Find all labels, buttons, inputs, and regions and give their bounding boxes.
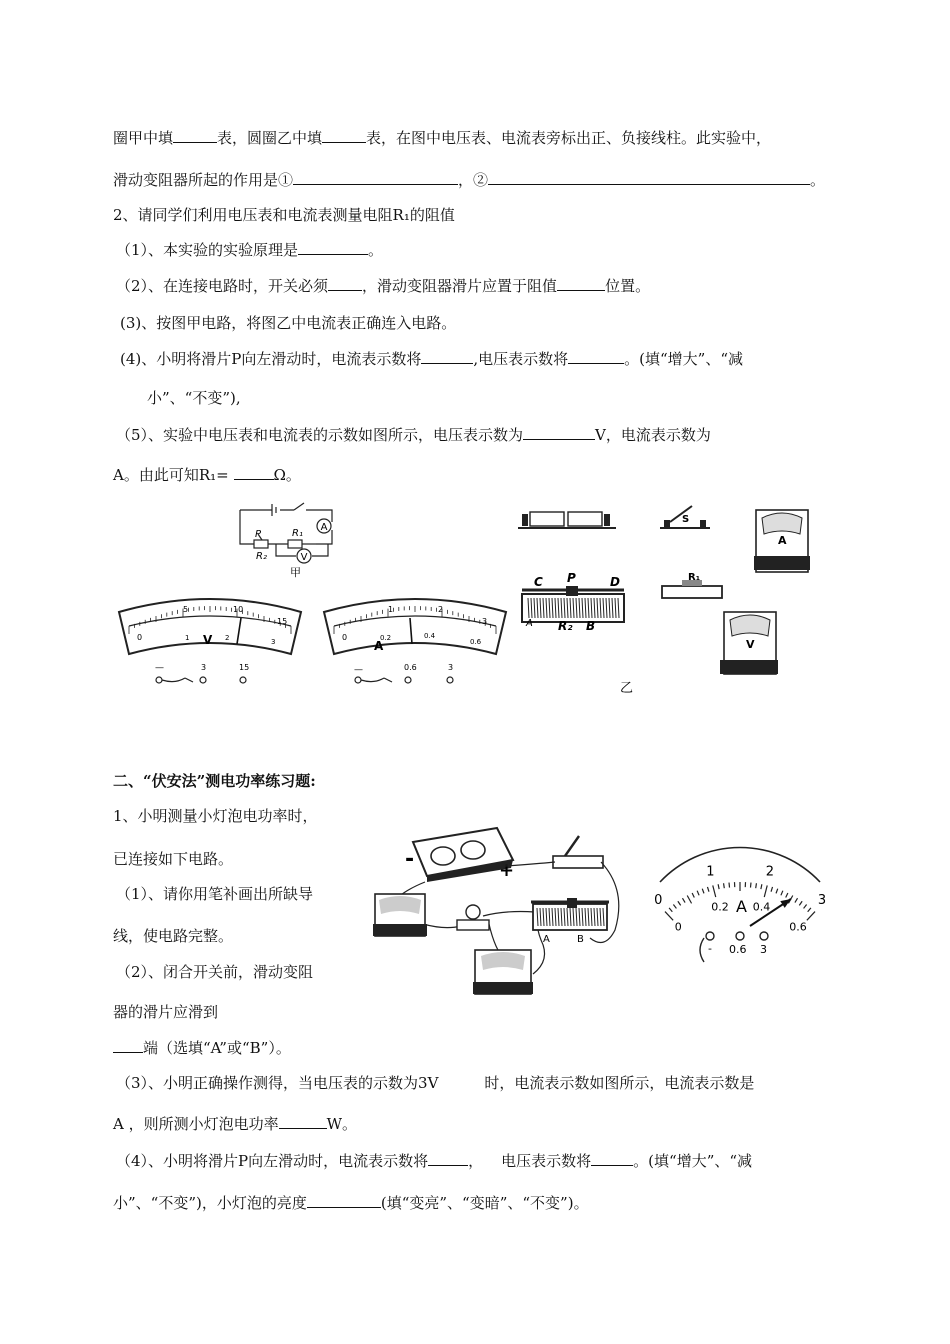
- blank-role-2[interactable]: [488, 170, 810, 185]
- s2-q1-2-c: 端（选填“A”或“B”）。: [113, 1038, 291, 1058]
- switch: [660, 506, 710, 528]
- q2-4: (4)、小明将滑片P向左滑动时，电流表示数将 ,电压表示数将 。(填“增大”、“减: [120, 350, 743, 368]
- ammeter-component-label: A: [778, 534, 787, 547]
- blank-power[interactable]: [279, 1114, 327, 1129]
- rheostat-r2-label: R₂: [558, 619, 573, 633]
- blank-circle-b[interactable]: [322, 128, 366, 143]
- svg-text:0.6: 0.6: [729, 943, 747, 956]
- ammeter-component: [754, 510, 810, 572]
- battery-minus: -: [405, 847, 415, 872]
- svg-text:3: 3: [271, 638, 276, 646]
- voltmeter-face: [115, 592, 305, 692]
- battery-box: [413, 828, 513, 882]
- svg-text:3: 3: [482, 617, 488, 626]
- ammeter-big-tick-lower: 0.6: [789, 920, 807, 934]
- s2-q1-1-a: （1）、请你用笔补画出所缺导: [116, 885, 314, 903]
- blank-role-1[interactable]: [293, 170, 458, 185]
- ammeter-big-tick-lower: 0.4: [752, 900, 771, 914]
- s2-q1-4-a: （4）、小明将滑片P向左滑动时，电流表示数将 ， 电压表示数将 。(填“增大”、“减: [116, 1152, 753, 1170]
- rheostat-d-label: D: [610, 575, 620, 589]
- q1-line1: 圈甲中填 表，圆圈乙中填 表，在图中电压表、电流表旁标出正、负接线柱。此实验中，: [113, 129, 772, 147]
- section2-title: 二、“伏安法”测电功率练习题:: [113, 772, 316, 790]
- svg-text:1: 1: [185, 634, 190, 642]
- circuit-diagram-jia: [232, 500, 352, 580]
- ammeter-big-unit: A: [736, 897, 747, 916]
- s2-q1-2-b: 器的滑片应滑到: [113, 1003, 219, 1021]
- rheostat-a-label: A: [526, 618, 533, 629]
- svg-text:0: 0: [342, 633, 348, 642]
- rheostat2-a-label: A: [543, 934, 550, 945]
- meter-box-left: [373, 894, 427, 936]
- ammeter-big-tick-upper: 2: [765, 864, 774, 880]
- lamp: [457, 905, 489, 930]
- blank-slider-end[interactable]: [113, 1038, 143, 1053]
- q2-2: （2）、在连接电路时，开关必须 ，滑动变阻器滑片应置于阻值 位置。: [116, 277, 651, 295]
- ammeter-face: [320, 592, 510, 692]
- voltmeter-component: [720, 612, 778, 674]
- voltmeter-unit: V: [203, 633, 213, 647]
- circuit-voltmeter-label: V: [300, 552, 308, 563]
- blank-brightness[interactable]: [307, 1193, 381, 1208]
- q2-5-cont: A。由此可知R₁= Ω。: [113, 466, 301, 484]
- meter-box-bottom: [473, 950, 533, 994]
- blank-slider-position[interactable]: [557, 276, 605, 291]
- svg-text:0: 0: [137, 633, 143, 642]
- lamp-circuit-picture: [365, 820, 640, 1000]
- svg-text:2: 2: [438, 605, 444, 614]
- ammeter-reading-figure: [640, 822, 840, 972]
- ammeter-big-tick-lower: 0: [674, 920, 682, 934]
- rheostat-component: [522, 571, 624, 633]
- s2-q1-3-a: （3）、小明正确操作测得，当电压表的示数为3V 时，电流表示数如图所示，电流表示数是: [116, 1074, 755, 1092]
- svg-text:0.4: 0.4: [424, 632, 436, 640]
- circuit-r1-label: R₁: [292, 528, 303, 539]
- q2-5: （5）、实验中电压表和电流表的示数如图所示，电压表示数为 V，电流表示数为: [116, 426, 711, 444]
- blank-voltage-reading[interactable]: [523, 425, 595, 440]
- resistor-r1-label: R₁: [688, 572, 701, 583]
- blank-resistance[interactable]: [234, 465, 274, 480]
- ammeter-big-tick-lower: 0.2: [711, 900, 729, 914]
- svg-text:10: 10: [233, 605, 244, 614]
- circuit-p-label: P: [255, 529, 262, 540]
- q1-line2: 滑动变阻器所起的作用是① ，② 。: [113, 171, 826, 189]
- components-yi: [512, 500, 842, 700]
- battery-pack: [518, 512, 616, 528]
- ammeter-big-tick-upper: 0: [654, 893, 663, 909]
- yi-label: 乙: [620, 681, 634, 696]
- svg-text:3: 3: [201, 663, 207, 672]
- svg-text:5: 5: [183, 605, 189, 614]
- svg-text:1: 1: [388, 605, 394, 614]
- voltmeter-component-label: V: [746, 638, 755, 651]
- ammeter-unit: A: [374, 639, 384, 653]
- switch-2: [553, 836, 603, 868]
- svg-text:0.2: 0.2: [380, 634, 392, 642]
- circuit-r2-label: R₂: [256, 551, 267, 562]
- ammeter-big-tick-upper: 1: [706, 864, 715, 880]
- battery-plus: +: [499, 860, 515, 881]
- q2-4-cont: 小”、“不变”),: [147, 389, 241, 407]
- svg-text:-: -: [708, 942, 712, 955]
- rheostat2-b-label: B: [577, 934, 584, 945]
- s2-q1-1-b: 线，使电路完整。: [113, 927, 234, 945]
- svg-text:—: —: [354, 665, 363, 675]
- circuit-ammeter-label: A: [320, 522, 328, 533]
- ammeter-big-tick-upper: 3: [817, 893, 827, 909]
- circuit-jia-label: 甲: [290, 566, 301, 579]
- rheostat-b-label: B: [586, 619, 596, 633]
- svg-text:0.6: 0.6: [470, 638, 482, 646]
- svg-text:3: 3: [448, 663, 454, 672]
- q2-3: (3)、按图甲电路，将图乙中电流表正确连入电路。: [120, 314, 457, 332]
- svg-text:15: 15: [277, 617, 288, 626]
- blank-principle[interactable]: [298, 240, 368, 255]
- svg-text:15: 15: [239, 663, 250, 672]
- switch-label: S: [682, 514, 690, 525]
- rheostat-c-label: C: [534, 575, 543, 589]
- rheostat-p-label: P: [567, 571, 576, 585]
- svg-text:2: 2: [225, 634, 230, 642]
- s2-q1-b: 已连接如下电路。: [113, 850, 234, 868]
- s2-q1-2-a: （2）、闭合开关前，滑动变阻: [116, 963, 314, 981]
- blank-s2-voltage-change[interactable]: [591, 1151, 633, 1166]
- rheostat-2: [531, 898, 609, 945]
- q2-title: 2、请同学们利用电压表和电流表测量电阻R₁的阻值: [113, 206, 455, 224]
- svg-text:—: —: [155, 663, 164, 673]
- resistor-r1: [662, 572, 722, 598]
- blank-voltage-change[interactable]: [568, 349, 624, 364]
- s2-q1-3-b: A ，则所测小灯泡电功率 W。: [113, 1115, 358, 1133]
- s2-q1-4-b: 小”、“不变”)，小灯泡的亮度 (填“变亮”、“变暗”、“不变”)。: [113, 1194, 589, 1212]
- blank-s2-current-change[interactable]: [428, 1151, 468, 1166]
- blank-current-change[interactable]: [421, 349, 473, 364]
- blank-circle-a[interactable]: [173, 128, 217, 143]
- q2-1: （1）、本实验的实验原理是 。: [116, 241, 384, 259]
- blank-switch-state[interactable]: [328, 276, 362, 291]
- svg-text:0.6: 0.6: [404, 663, 417, 672]
- s2-q1-a: 1、小明测量小灯泡电功率时，: [113, 807, 318, 825]
- svg-text:3: 3: [760, 943, 767, 956]
